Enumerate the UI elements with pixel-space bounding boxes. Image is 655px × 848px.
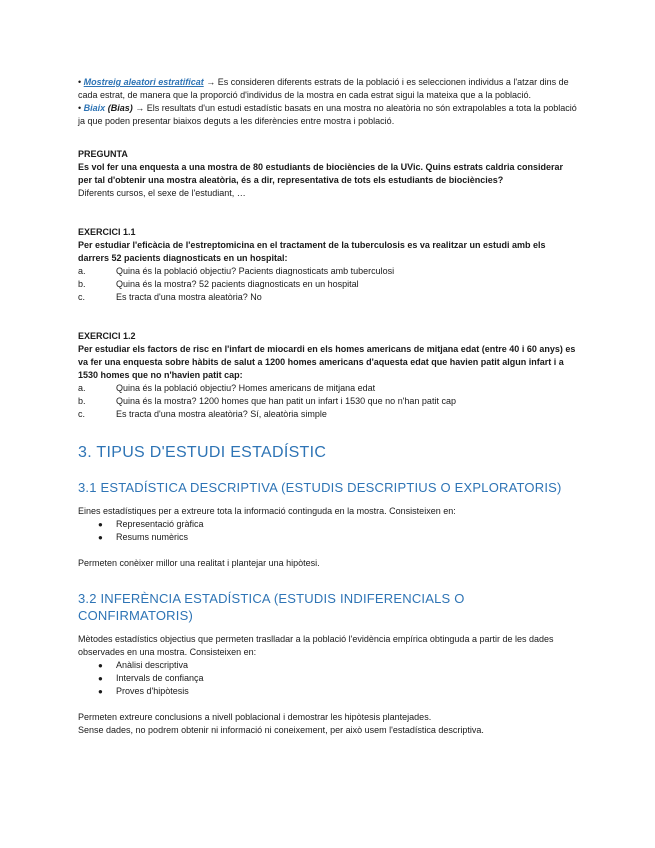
list-item	[78, 672, 578, 685]
bullet-dot-icon: ●	[98, 687, 103, 696]
list-item	[78, 685, 578, 698]
bullet-text: Els resultats d'un estudi estadístic basats en una mostra no aleatòria no són extrapolables a tota la població ja que poden presentar biaixos deguts a les diferències entre mostra i població.	[78, 103, 577, 126]
bullet-marker: •	[78, 77, 82, 87]
term-biaix: Biaix	[83, 103, 106, 113]
section-3-1-list	[78, 518, 578, 544]
list-item-text: Quina és la població objectiu? Pacients diagnosticats amb tuberculosi	[116, 266, 395, 276]
section-3-2-closing-2: Sense dades, no podrem obtenir ni informació ni coneixement, per això usem l'estadística descriptiva.	[78, 725, 484, 735]
page-content	[78, 76, 578, 737]
list-item	[78, 382, 578, 395]
list-item	[78, 395, 578, 408]
list-item-text: Anàlisi descriptiva	[116, 660, 189, 670]
list-item-text: Resums numèrics	[116, 532, 189, 542]
section-3-2-list	[78, 659, 578, 698]
arrow-icon: →	[135, 103, 145, 113]
list-item	[78, 531, 578, 544]
list-marker: b.	[78, 279, 86, 289]
list-item-text: Quina és la mostra? 52 pacients diagnosticats en un hospital	[116, 279, 359, 289]
list-item	[78, 265, 578, 278]
list-item	[78, 659, 578, 672]
list-item-text: Proves d'hipòtesis	[116, 686, 189, 696]
section-3-2-title: 3.2 INFERÈNCIA ESTADÍSTICA (ESTUDIS INDIFERENCIALS O CONFIRMATORIS)	[78, 591, 465, 623]
list-marker: b.	[78, 396, 86, 406]
list-item	[78, 278, 578, 291]
term-bias: (Bias)	[107, 103, 133, 113]
bullet-text: Es consideren diferents estrats de la població i es seleccionen individus a l'atzar dins de cada estrat, de manera que la proporció d'individus de la mostra en cada estrat sigui la mateixa que a la població.	[78, 77, 569, 100]
list-item-text: Quina és la població objectiu? Homes americans de mitjana edat	[116, 383, 376, 393]
bullet-dot-icon: ●	[98, 533, 103, 542]
bullet-estratificat	[78, 76, 578, 102]
list-marker: c.	[78, 292, 86, 302]
list-item-text: Es tracta d'una mostra aleatòria? No	[116, 292, 262, 302]
list-marker: a.	[78, 266, 86, 276]
bullet-dot-icon: ●	[98, 674, 103, 683]
bullet-dot-icon: ●	[98, 661, 103, 670]
list-marker: a.	[78, 383, 86, 393]
section-3-1-closing: Permeten conèixer millor una realitat i plantejar una hipòtesi.	[78, 558, 320, 568]
pregunta-heading: PREGUNTA	[78, 149, 128, 159]
list-item	[78, 291, 578, 304]
exercici-1-1-list	[78, 265, 578, 304]
pregunta-answer: Diferents cursos, el sexe de l'estudiant, …	[78, 188, 246, 198]
exercici-1-1-statement: Per estudiar l'eficàcia de l'estreptomicina en el tractament de la tuberculosis es va realitzar un estudi amb els darrers 52 pacients diagnosticats en un hospital:	[78, 240, 546, 263]
term-mostreig-estratificat: Mostreig aleatori estratificat	[83, 77, 204, 87]
section-3-1-title: 3.1 ESTADÍSTICA DESCRIPTIVA (ESTUDIS DESCRIPTIUS O EXPLORATORIS)	[78, 480, 562, 495]
bullet-biaix	[78, 102, 578, 128]
list-item-text: Quina és la mostra? 1200 homes que han patit un infart i 1530 que no n'han patit cap	[116, 396, 456, 406]
list-item-text: Intervals de confiança	[116, 673, 204, 683]
section-3-2-intro: Mètodes estadístics objectius que permeten traslladar a la població l'evidència empírica obtinguda a partir de les dades observades en una mostra. Consisteixen en:	[78, 634, 554, 657]
exercici-1-1-heading: EXERCICI 1.1	[78, 227, 136, 237]
exercici-1-2-statement: Per estudiar els factors de risc en l'infart de miocardi en els homes americans de mitjana edat (entre 40 i 60 anys) es va fer una enquesta sobre hàbits de salut a 1200 homes americans d'aquesta edat que havien patit algun infart i a 1530 homes que no n'havien patit cap:	[78, 344, 576, 380]
section-3-1-intro: Eines estadístiques per a extreure tota la informació continguda en la mostra. Consisteixen en:	[78, 506, 456, 516]
list-item	[78, 408, 578, 421]
bullet-marker: •	[78, 103, 82, 113]
list-item-text: Es tracta d'una mostra aleatòria? Sí, aleatòria simple	[116, 409, 327, 419]
exercici-1-2-heading: EXERCICI 1.2	[78, 331, 136, 341]
exercici-1-2-list	[78, 382, 578, 421]
list-marker: c.	[78, 409, 86, 419]
section-3-2-closing-1: Permeten extreure conclusions a nivell poblacional i demostrar les hipòtesis plantejades.	[78, 712, 432, 722]
list-item	[78, 518, 578, 531]
pregunta-question: Es vol fer una enquesta a una mostra de 80 estudiants de biociències de la UVic. Quins estrats caldria considerar per tal d'obtenir una mostra aleatòria, és a dir, representativa de tots els estudiants de biociències?	[78, 162, 564, 185]
bullet-dot-icon: ●	[98, 520, 103, 529]
section-3-title: 3. TIPUS D'ESTUDI ESTADÍSTIC	[78, 444, 327, 461]
list-item-text: Representació gràfica	[116, 519, 204, 529]
arrow-icon: →	[206, 77, 216, 87]
